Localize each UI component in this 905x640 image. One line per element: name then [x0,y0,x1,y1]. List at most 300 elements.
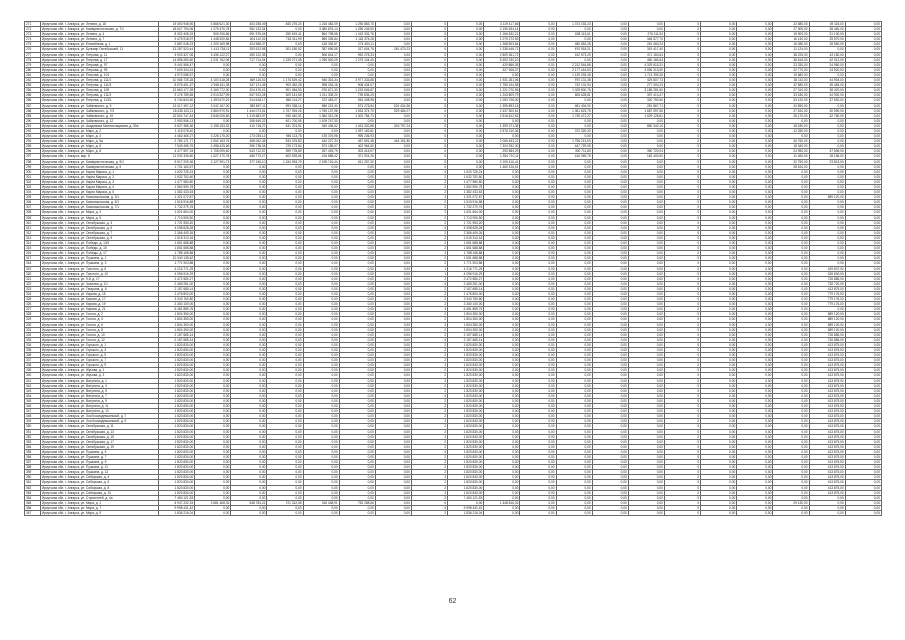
row-number-cell: 329 [25,317,41,322]
value-cell: 0,00 [701,179,737,184]
value-cell: 0,00 [339,337,375,342]
value-cell: 0,00 [592,327,628,332]
value-cell: 0,00 [195,414,231,419]
value-cell: 0,00 [195,348,231,353]
value-cell: 0,00 [267,225,303,230]
address-cell: Иркутская обл, г. Ангарск, ул. Ватутина, д. 5 [41,388,159,393]
value-cell: 0,00 [737,383,773,388]
value-cell: 1 820 830,00 [159,368,195,373]
value-cell: 940 440,51 [267,113,303,118]
value-cell: 478 376,98 [303,134,339,139]
value-cell: 0,00 [701,414,737,419]
value-cell: 0,00 [628,190,664,195]
value-cell: 726 885,00 [809,332,845,337]
row-number-cell: 354 [25,444,41,449]
value-cell: 0,00 [375,174,411,179]
value-cell: 0,00 [484,404,520,409]
value-cell: 0,00 [845,205,881,210]
value-cell: 0,00 [845,485,881,490]
value-cell: 0,00 [520,485,556,490]
value-cell: 0,00 [520,103,556,108]
value-cell: 0,00 [303,444,339,449]
value-cell: 0,00 [303,454,339,459]
row-number-cell: 310 [25,220,41,225]
value-cell: 0,00 [737,128,773,133]
value-cell: 0,00 [520,291,556,296]
value-cell: 0 [664,495,700,500]
value-cell: 0,00 [845,159,881,164]
value-cell: 0,00 [773,490,809,495]
row-number-cell: 331 [25,327,41,332]
value-cell: 0,00 [375,128,411,133]
value-cell: 0,00 [737,388,773,393]
value-cell: 0,00 [845,353,881,358]
value-cell: 0 [664,134,700,139]
value-cell: 0 [664,179,700,184]
value-cell: 343 797,24 [375,123,411,128]
value-cell: 1 804 350,00 [448,327,484,332]
value-cell: 0,00 [303,393,339,398]
value-cell: 0,00 [339,225,375,230]
address-cell: Иркутская обл, г. Ангарск, ул. Пушкина, д. 11 [41,465,159,470]
value-cell: 413 875,00 [809,439,845,444]
value-cell: 0 [411,118,447,123]
row-number-cell: 367 [25,511,41,516]
value-cell: 0,00 [737,139,773,144]
value-cell: 0,00 [628,256,664,261]
value-cell: 1 721 953,20 [159,220,195,225]
value-cell: 0,00 [701,42,737,47]
value-cell: 0,00 [267,297,303,302]
value-cell: 0,00 [484,358,520,363]
value-cell: 1 477 580,80 [448,179,484,184]
value-cell: 0 [411,98,447,103]
value-cell: 0,00 [556,297,592,302]
value-cell: 0,00 [484,205,520,210]
value-cell: 0,00 [701,291,737,296]
value-cell: 0,00 [592,439,628,444]
value-cell: 0,00 [267,220,303,225]
value-cell: 9 998 431,42 [448,505,484,510]
value-cell: 2 [411,490,447,495]
value-cell: 0,00 [195,297,231,302]
value-cell: 413 875,00 [809,342,845,347]
value-cell: 2 476 800,00 [159,291,195,296]
value-cell: 0,00 [195,317,231,322]
value-cell: 1 651 688,88 [448,246,484,251]
value-cell: 0,00 [520,88,556,93]
value-cell: 0,00 [809,200,845,205]
value-cell: 0,00 [520,251,556,256]
value-cell: 0,00 [845,246,881,251]
value-cell: 0,00 [520,123,556,128]
value-cell: 0,00 [484,235,520,240]
value-cell: 0,00 [773,291,809,296]
value-cell: 30 590,00 [809,108,845,113]
value-cell: 429 607,00 [809,266,845,271]
value-cell: 0,00 [231,485,267,490]
value-cell: 26 760,00 [773,139,809,144]
value-cell: 0,00 [628,444,664,449]
value-cell: 0,00 [773,210,809,215]
value-cell: 1 097 162,81 [339,128,375,133]
value-cell: 1 820 830,00 [448,460,484,465]
value-cell: 0,00 [809,225,845,230]
value-cell: 0,00 [339,174,375,179]
value-cell: 0,00 [267,169,303,174]
value-cell: 0,00 [267,358,303,363]
value-cell: 1 820 830,00 [159,439,195,444]
value-cell: 0,00 [484,465,520,470]
value-cell: 0 [664,210,700,215]
row-number-cell: 293 [25,134,41,139]
value-cell: 0,00 [339,266,375,271]
value-cell: 0,00 [195,393,231,398]
value-cell: 0,00 [231,465,267,470]
row-number-cell: 289 [25,113,41,118]
value-cell: 0,00 [195,179,231,184]
value-cell: 316 448,91 [303,500,339,505]
value-cell: 0,00 [701,454,737,459]
value-cell: 0,00 [556,179,592,184]
value-cell: 0,00 [339,185,375,190]
value-cell: 0,00 [484,429,520,434]
value-cell: 0,00 [701,169,737,174]
value-cell: 0,00 [448,37,484,42]
value-cell: 413 875,00 [809,490,845,495]
value-cell: 0,00 [592,271,628,276]
value-cell: 0,00 [267,210,303,215]
value-cell: 0,00 [520,358,556,363]
value-cell: 0,00 [484,454,520,459]
value-cell: 413 875,00 [809,353,845,358]
value-cell: 0,00 [267,465,303,470]
value-cell: 0,00 [556,210,592,215]
value-cell: 0,00 [520,312,556,317]
value-cell: 0,00 [375,164,411,169]
value-cell: 28 170,00 [773,113,809,118]
row-number-cell: 328 [25,312,41,317]
row-number-cell: 343 [25,388,41,393]
value-cell: 1 820 830,00 [448,480,484,485]
value-cell: 0,00 [845,154,881,159]
value-cell: 1 820 830,00 [159,449,195,454]
value-cell: 1 360 312,28 [303,113,339,118]
value-cell: 0,00 [195,434,231,439]
value-cell: 303 416,97 [339,149,375,154]
value-cell: 32 580,00 [773,83,809,88]
value-cell: 0,00 [484,460,520,465]
value-cell: 0,00 [339,505,375,510]
value-cell: 0,00 [628,460,664,465]
value-cell: 0,00 [845,393,881,398]
value-cell: 0 [664,337,700,342]
value-cell: 0,00 [267,200,303,205]
value-cell: 0,00 [737,424,773,429]
value-cell: 0,00 [628,480,664,485]
value-cell: 2 [411,235,447,240]
value-cell: 0,00 [845,230,881,235]
value-cell: 0,00 [195,460,231,465]
data-table-sheet [24,21,882,516]
value-cell: 0,00 [303,348,339,353]
value-cell: 0 [411,139,447,144]
value-cell: 0,00 [773,307,809,312]
value-cell: 0,00 [845,220,881,225]
value-cell: 0,00 [809,307,845,312]
value-cell: 0,00 [737,83,773,88]
value-cell: 2 157 685,14 [159,332,195,337]
value-cell: 0,00 [375,312,411,317]
value-cell: 0,00 [556,398,592,403]
value-cell: 0,00 [592,103,628,108]
value-cell: 573 185,07 [303,144,339,149]
value-cell: 0,00 [520,302,556,307]
value-cell: 0,00 [339,291,375,296]
value-cell: 0,00 [592,47,628,52]
value-cell: 2 [411,246,447,251]
value-cell: 413 875,00 [809,393,845,398]
value-cell: 0,00 [845,200,881,205]
address-cell: Иркутская обл, г. Ангарск, ул. Карла Маркса, д. 1 [41,169,159,174]
value-cell: 0,00 [339,72,375,77]
value-cell: 1 399 371,38 [484,123,520,128]
value-cell: 1 820 830,00 [448,444,484,449]
value-cell: 0,00 [556,195,592,200]
value-cell: 301 180,92 [267,47,303,52]
value-cell: 0,00 [845,271,881,276]
value-cell: 0,00 [592,398,628,403]
address-cell: Иркутская обл, г. Ангарск, ул. Октябрьская, д. 19 [41,444,159,449]
value-cell: 0,00 [592,460,628,465]
value-cell: 0,00 [520,388,556,393]
value-cell: 1 771 903,88 [448,261,484,266]
value-cell: 2 [411,388,447,393]
value-cell: 0,00 [484,348,520,353]
value-cell: 0,00 [303,312,339,317]
value-cell: 0 [664,409,700,414]
value-cell: 0,00 [303,128,339,133]
value-cell: 1 493 670,22 [195,98,231,103]
value-cell: 0,00 [267,195,303,200]
value-cell: 0,00 [809,47,845,52]
value-cell: 0,00 [520,62,556,67]
value-cell: 0 [664,98,700,103]
value-cell: 0,00 [375,485,411,490]
value-cell: 0,00 [809,123,845,128]
row-number-cell: 324 [25,291,41,296]
value-cell: 1 448 816,32 [484,500,520,505]
value-cell: 0,00 [195,246,231,251]
value-cell: 2 [411,302,447,307]
value-cell: 0,00 [520,159,556,164]
value-cell: 18 340,00 [773,144,809,149]
value-cell: 0,00 [231,439,267,444]
value-cell: 2 [411,220,447,225]
value-cell: 0,00 [448,113,484,118]
value-cell: 2 [411,460,447,465]
value-cell: 413 875,00 [809,419,845,424]
value-cell: 0 [411,52,447,57]
value-cell: 0,00 [592,424,628,429]
value-cell: 0,00 [845,465,881,470]
value-cell: 0,00 [737,307,773,312]
value-cell: 0,00 [845,337,881,342]
value-cell: 0,00 [592,480,628,485]
row-number-cell: 309 [25,215,41,220]
value-cell: 0,00 [375,475,411,480]
value-cell: 1 820 830,00 [159,353,195,358]
value-cell: 0,00 [375,52,411,57]
value-cell: 726 885,00 [809,337,845,342]
row-number-cell: 351 [25,429,41,434]
value-cell: 0,00 [628,134,664,139]
value-cell: 0,00 [339,363,375,368]
value-cell: 0,00 [845,67,881,72]
row-number-cell: 325 [25,297,41,302]
value-cell: 1 788 168,88 [448,251,484,256]
address-cell: Иркутская обл, г. Ангарск, ул. Гоголя, д. 12 [41,337,159,342]
value-cell: 0,00 [592,317,628,322]
value-cell: 1 [411,271,447,276]
value-cell: 0,00 [195,241,231,246]
value-cell: 0,00 [701,37,737,42]
value-cell: 1 334 963,75 [267,159,303,164]
value-cell: 0,00 [267,505,303,510]
value-cell: 742 131,94 [556,83,592,88]
value-cell: 0,00 [484,419,520,424]
value-cell: 0,00 [737,98,773,103]
value-cell: 0 [664,398,700,403]
value-cell: 0,00 [773,174,809,179]
value-cell: 0,00 [773,179,809,184]
value-cell: 0,00 [701,429,737,434]
value-cell: 0,00 [195,220,231,225]
value-cell: 0 [664,195,700,200]
value-cell: 0,00 [737,103,773,108]
value-cell: 0,00 [484,174,520,179]
row-number-cell: 326 [25,302,41,307]
value-cell: 0,00 [628,169,664,174]
value-cell: 0,00 [592,57,628,62]
value-cell: 0,00 [592,169,628,174]
value-cell: 4 119 417,66 [484,22,520,27]
value-cell: 0,00 [592,358,628,363]
value-cell: 1 011 335,20 [303,93,339,98]
value-cell: 728 720,00 [809,281,845,286]
value-cell: 0,00 [375,327,411,332]
value-cell: 0,00 [628,322,664,327]
value-cell: 1 820 830,00 [159,465,195,470]
row-number-cell: 334 [25,342,41,347]
value-cell: 309 141,65 [267,93,303,98]
value-cell: 0,00 [737,444,773,449]
row-number-cell: 323 [25,286,41,291]
value-cell: 0,00 [303,342,339,347]
value-cell: 0,00 [628,454,664,459]
value-cell: 0,00 [845,297,881,302]
row-number-cell: 286 [25,98,41,103]
value-cell: 1 836 216,04 [159,511,195,516]
value-cell: 2 [411,205,447,210]
value-cell: 0,00 [701,144,737,149]
value-cell: 16 080,00 [773,42,809,47]
row-number-cell: 313 [25,235,41,240]
value-cell: 413 875,00 [809,409,845,414]
value-cell: 0,00 [339,322,375,327]
value-cell: 0,00 [701,159,737,164]
value-cell: 0,00 [375,251,411,256]
value-cell: 0,00 [303,480,339,485]
value-cell: 0,00 [701,185,737,190]
value-cell: 0,00 [375,57,411,62]
value-cell: 946 113,78 [267,134,303,139]
value-cell: 0,00 [231,215,267,220]
value-cell: 0,00 [737,505,773,510]
value-cell: 0,00 [809,256,845,261]
value-cell: 0,00 [339,118,375,123]
value-cell: 0,00 [520,32,556,37]
value-cell: 2 [411,332,447,337]
value-cell: 0,00 [773,434,809,439]
value-cell: 0,00 [231,511,267,516]
value-cell: 0,00 [195,470,231,475]
value-cell: 0,00 [267,342,303,347]
value-cell: 0,00 [520,52,556,57]
value-cell: 269 122,35 [231,52,267,57]
value-cell: 0,00 [520,241,556,246]
value-cell: 0,00 [592,261,628,266]
value-cell: 0,00 [375,113,411,118]
value-cell: 467 891,48 [339,139,375,144]
value-cell: 589 120,00 [809,312,845,317]
value-cell: 0,00 [303,205,339,210]
value-cell: 15 900,00 [773,32,809,37]
value-cell: 0,00 [592,220,628,225]
value-cell: 0,00 [195,424,231,429]
row-number-cell: 361 [25,480,41,485]
value-cell: 0,00 [303,414,339,419]
value-cell: 0,00 [845,134,881,139]
value-cell: 1 804 350,00 [159,327,195,332]
value-cell: 0,00 [701,271,737,276]
value-cell: 0,00 [845,144,881,149]
value-cell: 0,00 [845,190,881,195]
value-cell: 0,00 [737,93,773,98]
value-cell: 906 644,17 [303,52,339,57]
value-cell: 0,00 [267,429,303,434]
value-cell: 0,00 [701,358,737,363]
value-cell: 0,00 [809,235,845,240]
value-cell: 12 660 177,39 [159,88,195,93]
value-cell: 0,00 [556,174,592,179]
value-cell: 0,00 [267,52,303,57]
value-cell: 0,00 [484,378,520,383]
value-cell: 0,00 [375,88,411,93]
value-cell: 0,00 [556,470,592,475]
value-cell: 0,00 [845,444,881,449]
value-cell: 0,00 [339,368,375,373]
value-cell: 9 441 566,47 [159,62,195,67]
value-cell: 0,00 [773,454,809,459]
value-cell: 0 [664,256,700,261]
value-cell: 0,00 [267,307,303,312]
value-cell: 0,00 [592,409,628,414]
value-cell: 0,00 [267,511,303,516]
value-cell: 0,00 [628,414,664,419]
value-cell: 7 460 121,53 [159,495,195,500]
value-cell: 2 [411,241,447,246]
